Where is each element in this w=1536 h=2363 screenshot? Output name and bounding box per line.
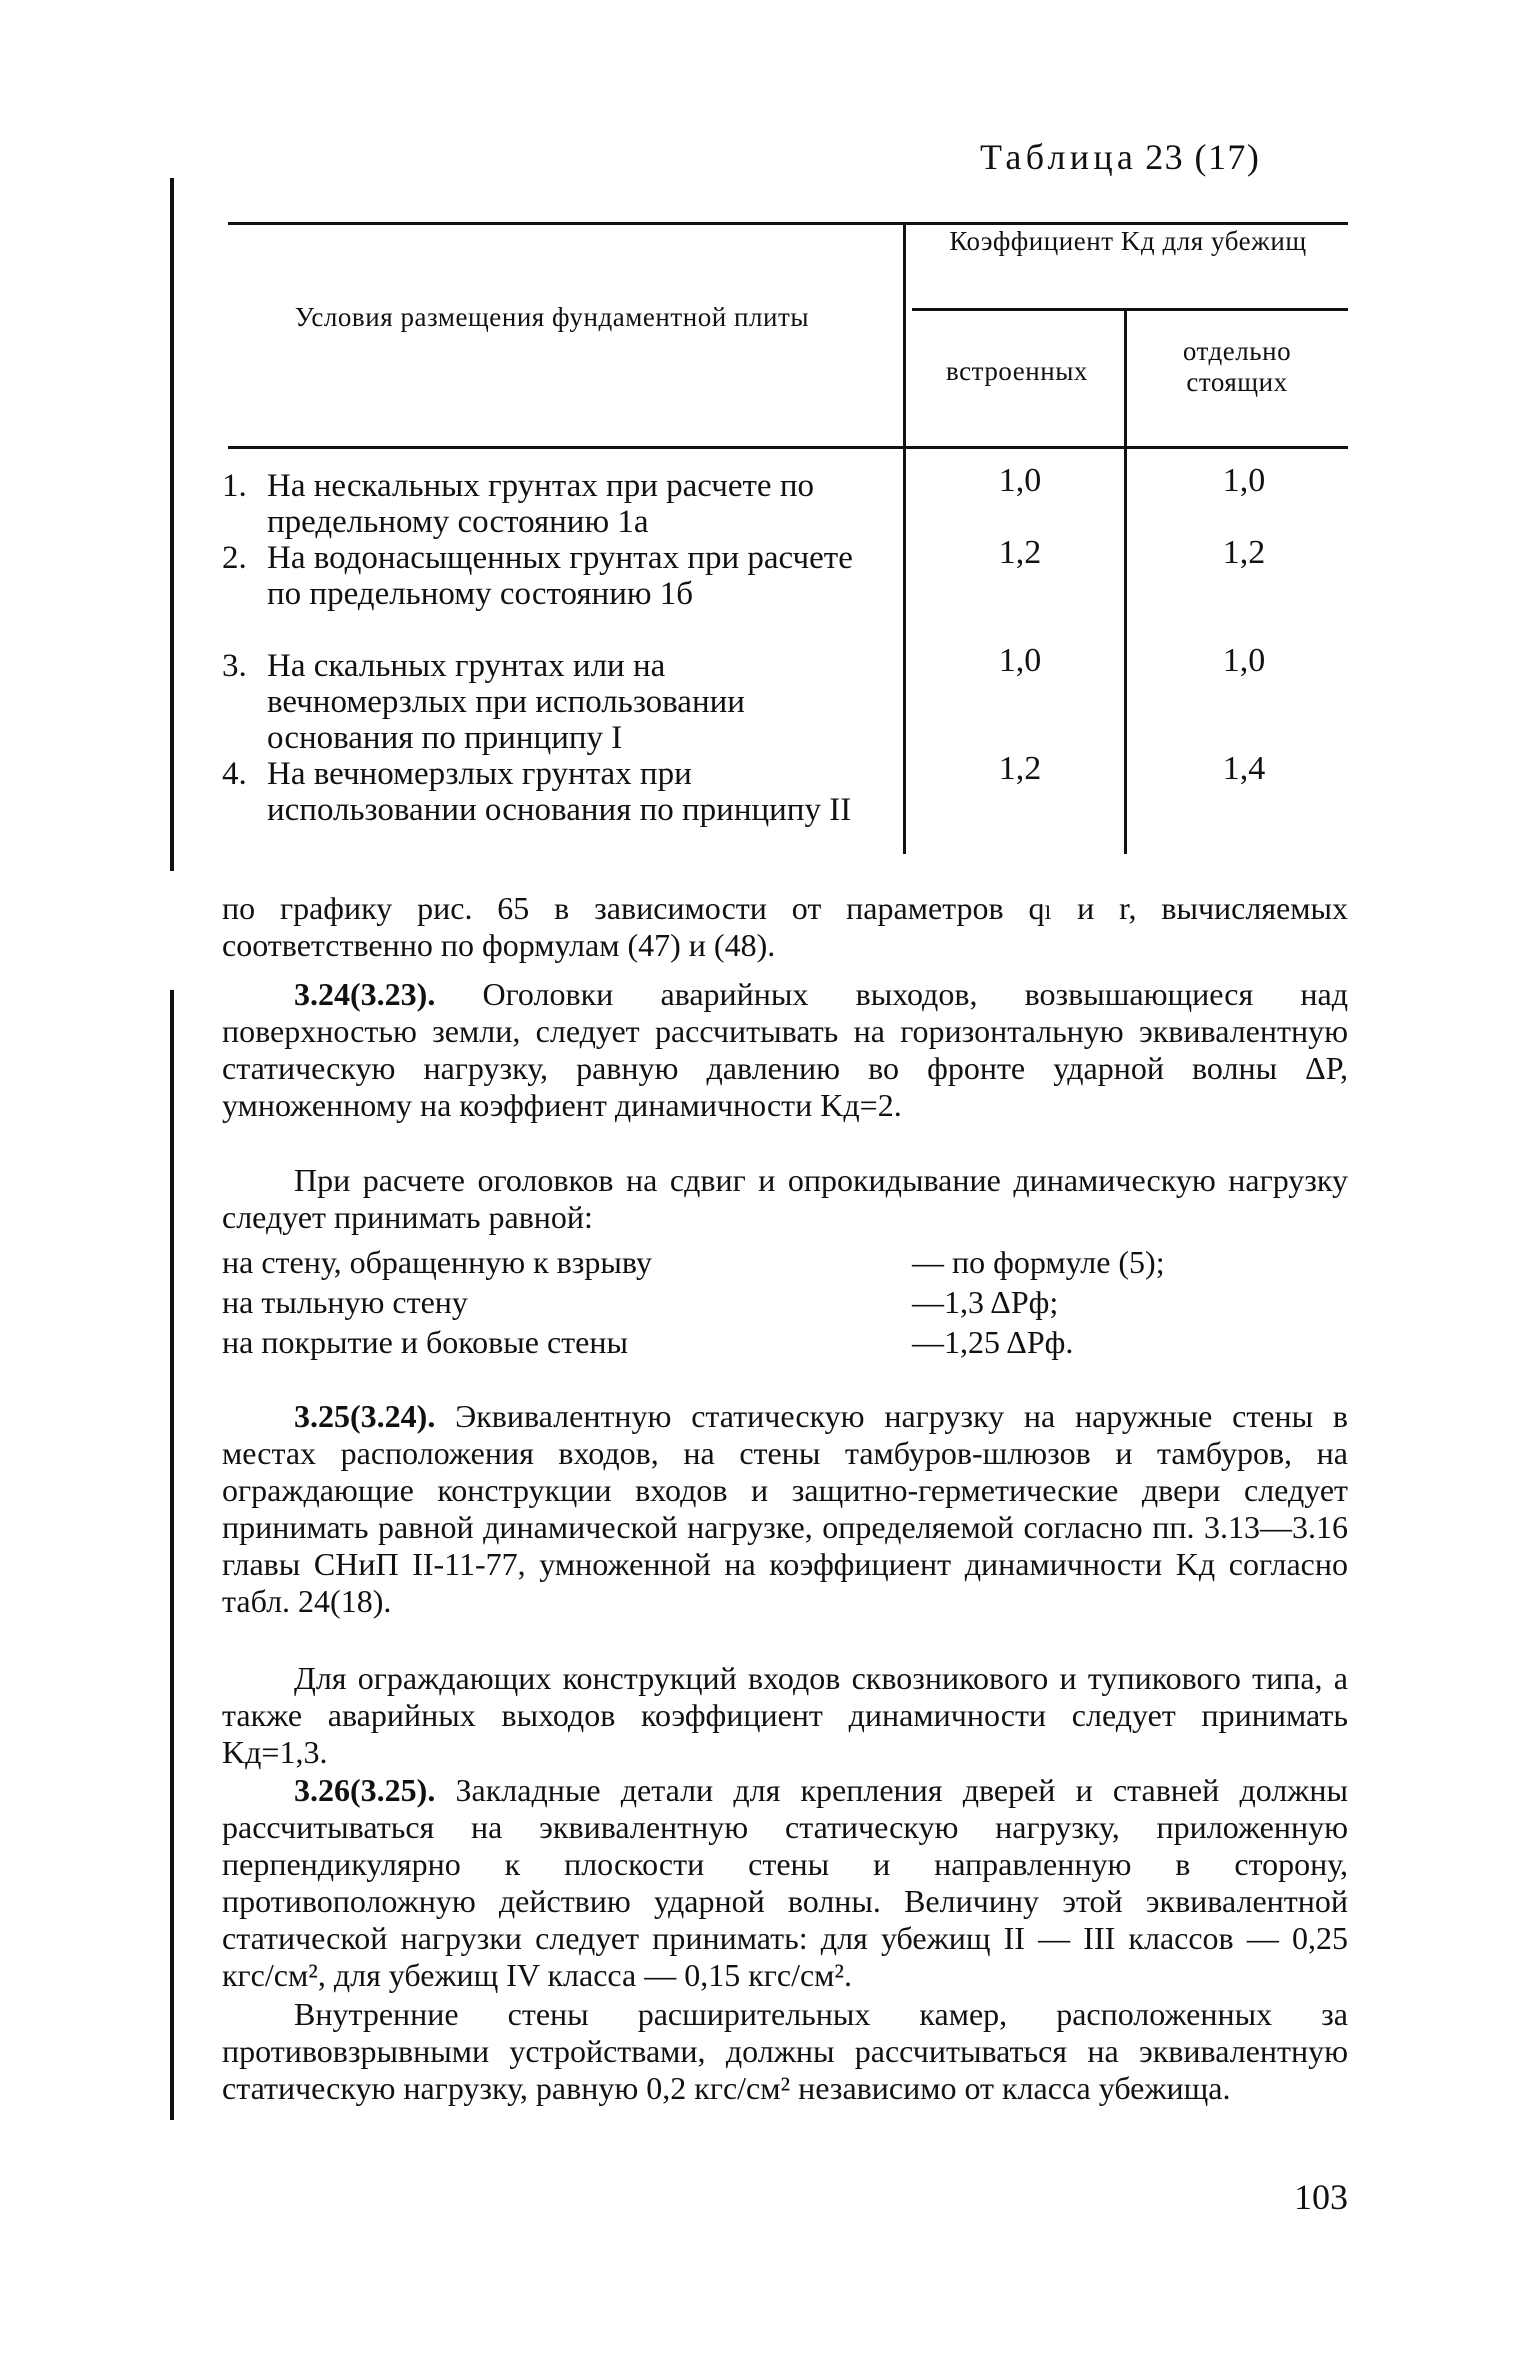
cell-builtin-4: 1,2 <box>998 750 1042 787</box>
row-number-4: 4. <box>222 756 247 792</box>
table-row-4-text: На вечномерзлых грунтах при использовании основания по принципу II <box>267 756 852 828</box>
paragraph-3-25: 3.25(3.24). Эквивалентную статическую нагрузку на наружные стены в местах расположения входов, на стены тамбуров-шлюзов и тамбуров, на ограждающие конструкции входов и защитно-герметические двери следует принимать равной динамической нагрузке, определяемой согласно пп. 3.13—3.16 главы СНиП II-11-77, умноженной на коэффициент динамичности Kд согласно табл. 24(18). <box>222 1398 1348 1619</box>
row-number-2: 2. <box>222 540 247 576</box>
header-builtin: встроенных <box>946 356 1088 386</box>
paragraph-internal-walls: Внутренние стены расширительных камер, расположенных за противовзрывными устройствами, должны рассчитываться на эквивалентную статическую нагрузку, равную 0,2 кгс/см² независимо от класса убежища. <box>222 1996 1348 2106</box>
table-row-2-text: На водонасыщенных грунтах при расчете по предельному состоянию 1б <box>267 540 853 612</box>
table-row: 1. <box>222 468 247 504</box>
table-caption-word: Таблица <box>980 137 1138 177</box>
header-standalone: отдельно стоящих <box>1182 336 1292 398</box>
paragraph-3-26: 3.26(3.25). Закладные детали для крепления дверей и ставней должны рассчитываться на эквивалентную статическую нагрузку, приложенную перпендикулярно к плоскости стены и направленную в сторону, противоположную действию ударной волны. Величину этой эквивалентной статической нагрузки следует принимать: для убежищ II — III классов — 0,25 кгс/см², для убежищ IV класса — 0,15 кгс/см². <box>222 1772 1348 1993</box>
load-label-roof: на покрытие и боковые стены <box>222 1324 628 1360</box>
header-coefficient: Коэффициент Kд для убежищ <box>949 226 1307 256</box>
table-col-divider <box>903 222 906 854</box>
row-number-3: 3. <box>222 648 247 684</box>
header-condition: Условия размещения фундаментной плиты <box>294 302 810 332</box>
cell-standalone-2: 1,2 <box>1222 534 1266 571</box>
table-header-bottom-rule <box>228 446 1348 449</box>
load-label-front: на стену, обращенную к взрыву <box>222 1244 652 1280</box>
load-value-front: — по формуле (5); <box>912 1244 1165 1280</box>
cell-standalone-1: 1,0 <box>1222 462 1266 499</box>
table-caption <box>980 136 1260 178</box>
paragraph-calc-note: При расчете оголовков на сдвиг и опрокидывание динамическую нагрузку следует принимать равной: <box>222 1162 1348 1235</box>
load-value-rear: —1,3 ΔPф; <box>912 1284 1059 1320</box>
table-caption-number: 23 (17) <box>1145 137 1261 177</box>
table-top-rule <box>228 222 1348 225</box>
cell-builtin-1: 1,0 <box>998 462 1042 499</box>
table-row-3-text: На скальных грунтах или на вечномерзлых при использовании основания по принципу I <box>267 648 745 756</box>
cell-builtin-3: 1,0 <box>998 642 1042 679</box>
table-subcol-divider <box>1124 308 1127 854</box>
table-subheader-rule <box>912 308 1348 311</box>
cell-standalone-4: 1,4 <box>1222 750 1266 787</box>
page-number: 103 <box>1294 2177 1348 2217</box>
cell-builtin-2: 1,2 <box>998 534 1042 571</box>
paragraph-enclosures: Для ограждающих конструкций входов сквозникового и тупикового типа, а также аварийных выходов коэффициент динамичности следует принимать Kд=1,3. <box>222 1660 1348 1770</box>
margin-change-bar <box>170 178 174 871</box>
paragraph-3-24: 3.24(3.23). Оголовки аварийных выходов, возвышающиеся над поверхностью земли, следует рассчитывать на горизонтальную эквивалентную статическую нагрузку, равную давлению во фронте ударной волны ΔP, умноженному на коэффиент динамичности Kд=2. <box>222 976 1348 1123</box>
load-label-rear: на тыльную стену <box>222 1284 468 1320</box>
load-value-roof: —1,25 ΔPф. <box>912 1324 1074 1360</box>
cell-standalone-3: 1,0 <box>1222 642 1266 679</box>
paragraph-continuation: по графику рис. 65 в зависимости от параметров qₗ и r, вычисляемых соответственно по формулам (47) и (48). <box>222 890 1348 963</box>
table-row-1-text: На нескальных грунтах при расчете по предельному состоянию 1а <box>267 468 814 540</box>
margin-change-bar <box>170 990 174 2120</box>
